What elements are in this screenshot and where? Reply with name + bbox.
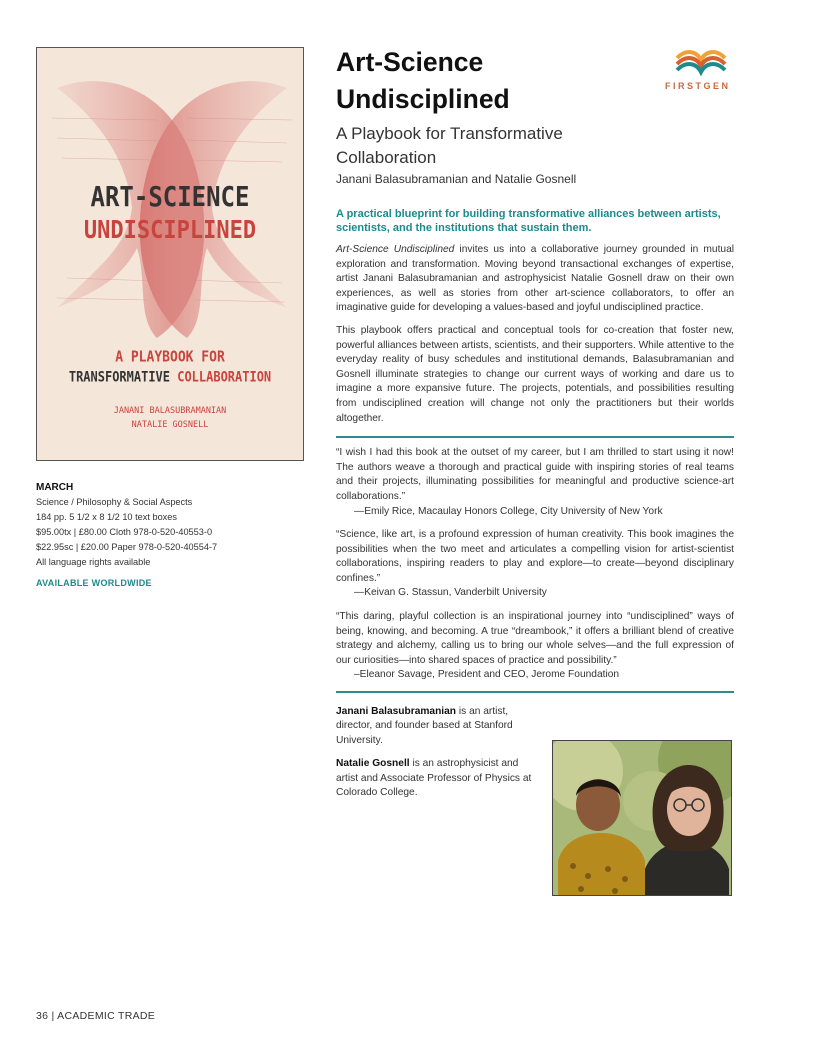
rights: All language rights available	[36, 557, 151, 567]
book-title-line2: Undisciplined	[336, 84, 510, 114]
paragraph-1-text: invites us into a collaborative journey grounded in mutual exploration and transformation. Moving beyond transactional exchanges of expertise, artist Janani Balasubramanian and astrophysicist Natalie Gosnell draw on their own experiences, as well as stories from other art-science collaborators, to offer an imaginative guide for developing a values-based and joyful undisciplined practice.	[336, 244, 735, 314]
blurb-attribution-2: —Keivan G. Stassun, Vanderbilt University	[354, 587, 547, 599]
logo-text: FIRSTGEN	[665, 81, 731, 91]
description-paragraph-2: This playbook offers practical and conceptual tools for co-creation that foster new, powerful alliances between artists, scientists, and their supporters. While attentive to the everyday reality of busy schedules and institutional demands, Balasubramanian and Gosnell illuminate strategies to change our current ways of working and dare us to imagine a more expansive future. The projects, potentials, and possibilities resulting from undisciplined creation will change not only the practitioners but their worlds altogether.	[336, 324, 734, 424]
book-authors: Janani Balasubramanian and Natalie Gosnell	[336, 172, 577, 186]
paper-price: $22.95sc | £20.00 Paper 978-0-520-40554-7	[36, 542, 218, 552]
category: Science / Philosophy & Social Aspects	[36, 497, 193, 507]
author-bio-2-text: is an astrophysicist and artist and Associate Professor of Physics at Colorado College.	[336, 758, 532, 799]
divider-top	[336, 436, 734, 438]
blurb-attribution-1: —Emily Rice, Macaulay Honors College, City University of New York	[354, 505, 663, 517]
author-name-2: Natalie Gosnell	[336, 758, 410, 770]
cover-author1: JANANI BALASUBRAMANIAN	[113, 406, 227, 416]
cover-title-line2: UNDISCIPLINED	[83, 216, 257, 245]
book-lede: A practical blueprint for building transformative alliances between artists, scientists, and the institutions that sustain them.	[336, 208, 721, 234]
cover-subtitle-part2: COLLABORATION	[177, 368, 272, 386]
description-paragraph-1	[336, 243, 734, 316]
cover-subtitle-part1: TRANSFORMATIVE	[68, 368, 178, 386]
cover-title-line1: ART-SCIENCE	[90, 180, 250, 214]
book-cover	[36, 47, 304, 461]
author-bio-1-text: is an artist, director, and founder based at Stanford University.	[336, 706, 513, 746]
author-bio-2	[336, 757, 540, 800]
specs: 184 pp. 5 1/2 x 8 1/2 10 text boxes	[36, 512, 177, 522]
title-italic: Art-Science Undisciplined	[336, 244, 455, 255]
blurb-quote-1: “I wish I had this book at the outset of my career, but I am thrilled to start using it now! The authors weave a thorough and practical guide with inspiring stories of real teams and their projects, illuminating possibilities for meaningful and productive science-art collaborations.”	[336, 447, 734, 502]
book-subtitle: A Playbook for Transformative Collaboration	[336, 124, 563, 167]
cloth-price: $95.00tx | £80.00 Cloth 978-0-520-40553-0	[36, 527, 213, 537]
blurb-quote-2: “Science, like art, is a profound expression of human creativity. This book imagines the possibilities when the two meet and articulates a compelling vision for artist-scientist collaborations, inspiring readers to play and explore—to create—beyond disciplinary confines.”	[336, 529, 734, 584]
author-bio-1	[336, 705, 540, 748]
pub-month: MARCH	[36, 482, 74, 493]
cover-subtitle-line1: A PLAYBOOK FOR	[115, 348, 225, 367]
availability: AVAILABLE WORLDWIDE	[36, 578, 152, 588]
blurb-attribution-3: –Eleanor Savage, President and CEO, Jerome Foundation	[354, 669, 620, 681]
page-footer: 36 | ACADEMIC TRADE	[36, 1010, 156, 1022]
book-description	[336, 44, 734, 809]
author-photo	[552, 740, 732, 896]
blurb-quote-3: “This daring, playful collection is an inspirational journey into “undisciplined” ways of being, knowing, and becoming. A true “dreambook,” it offers a brilliant blend of creative strategy and alchemy, calling us to bring our whole selves—and the full expression of our curiosities—into shared spaces of practice and possibility.”	[336, 611, 734, 666]
cover-author2: NATALIE GOSNELL	[131, 420, 209, 430]
author-name-1: Janani Balasubramanian	[336, 706, 457, 718]
cover-subtitle-line2	[37, 369, 303, 385]
book-metadata	[36, 480, 306, 591]
cover-artwork	[37, 48, 304, 461]
book-title-line1: Art-Science	[336, 47, 484, 77]
divider-bottom	[336, 691, 734, 693]
